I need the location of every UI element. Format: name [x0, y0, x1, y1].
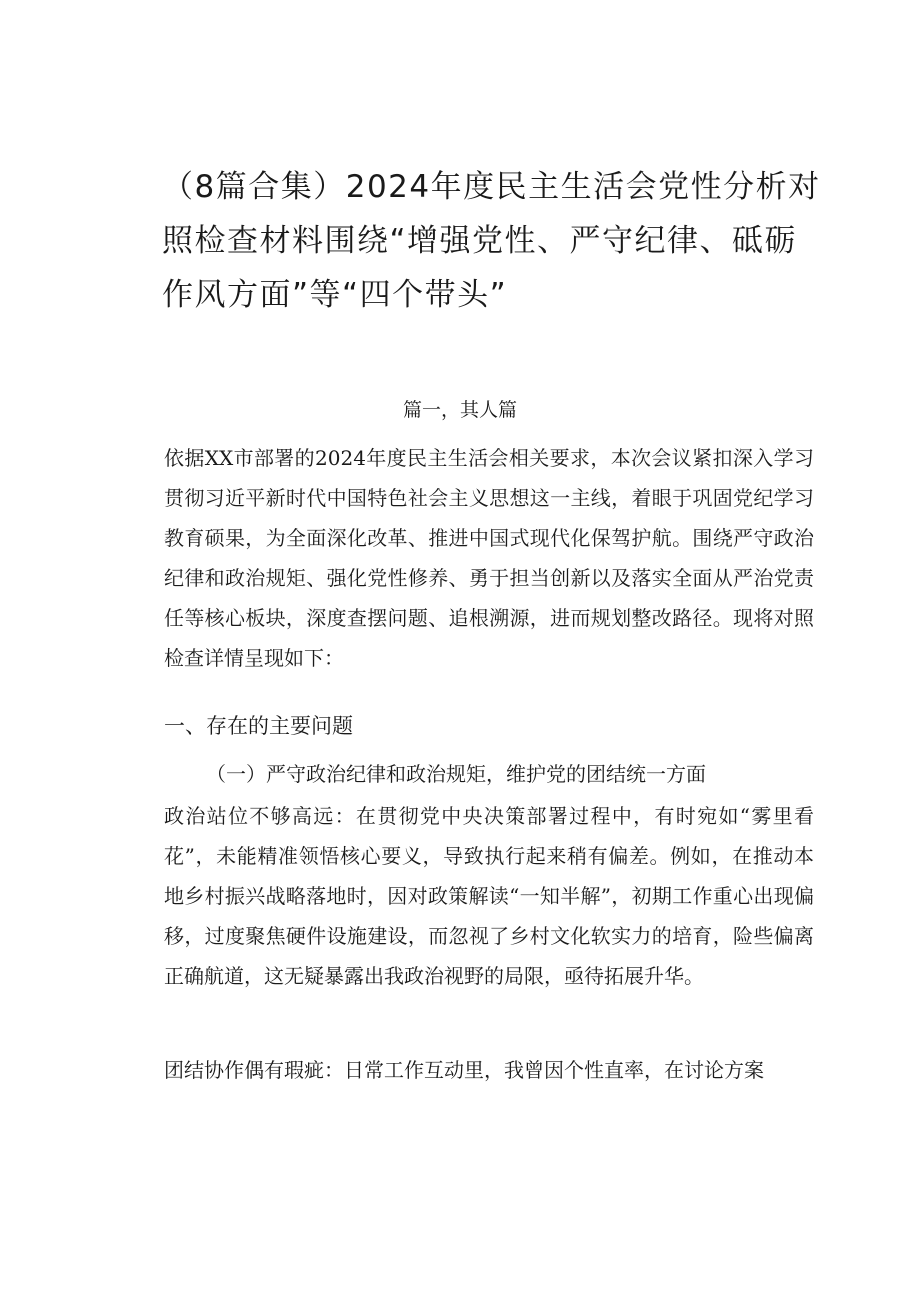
subsection-heading-political-discipline: （一）严守政治纪律和政治规矩，维护党的团结统一方面 [206, 762, 706, 786]
document-title: （8篇合集）2024年度民主生活会党性分析对照检查材料围绕“增强党性、严守纪律、砥砺作风方面”等“四个带头” [162, 169, 821, 313]
paragraph-unity: 团结协作偶有瑕疵：日常工作互动里，我曾因个性直率，在讨论方案 [164, 1058, 764, 1082]
article-title: 篇一，其人篇 [402, 399, 517, 421]
paragraph-political-stance: 政治站位不够高远：在贯彻党中央决策部署过程中，有时宛如“雾里看花”，未能精准领悟核心要义，导致执行起来稍有偏差。例如，在推动本地乡村振兴战略落地时，因对政策解读“一知半解”，初期工作重心出现偏移，过度聚焦硬件设施建设，而忽视了乡村文化软实力的培育，险些偏离正确航道，这无疑暴露出我政治视野的局限，亟待拓展升华。 [164, 804, 814, 988]
intro-paragraph: 依据XX市部署的2024年度民主生活会相关要求，本次会议紧扣深入学习贯彻习近平新时代中国特色社会主义思想这一主线，着眼于巩固党纪学习教育硕果，为全面深化改革、推进中国式现代化保驾护航。围绕严守政治纪律和政治规矩、强化党性修养、勇于担当创新以及落实全面从严治党责任等核心板块，深度查摆问题、追根溯源，进而规划整改路径。现将对照检查详情呈现如下： [164, 446, 814, 670]
section-heading-main-problems: 一、存在的主要问题 [164, 714, 353, 738]
